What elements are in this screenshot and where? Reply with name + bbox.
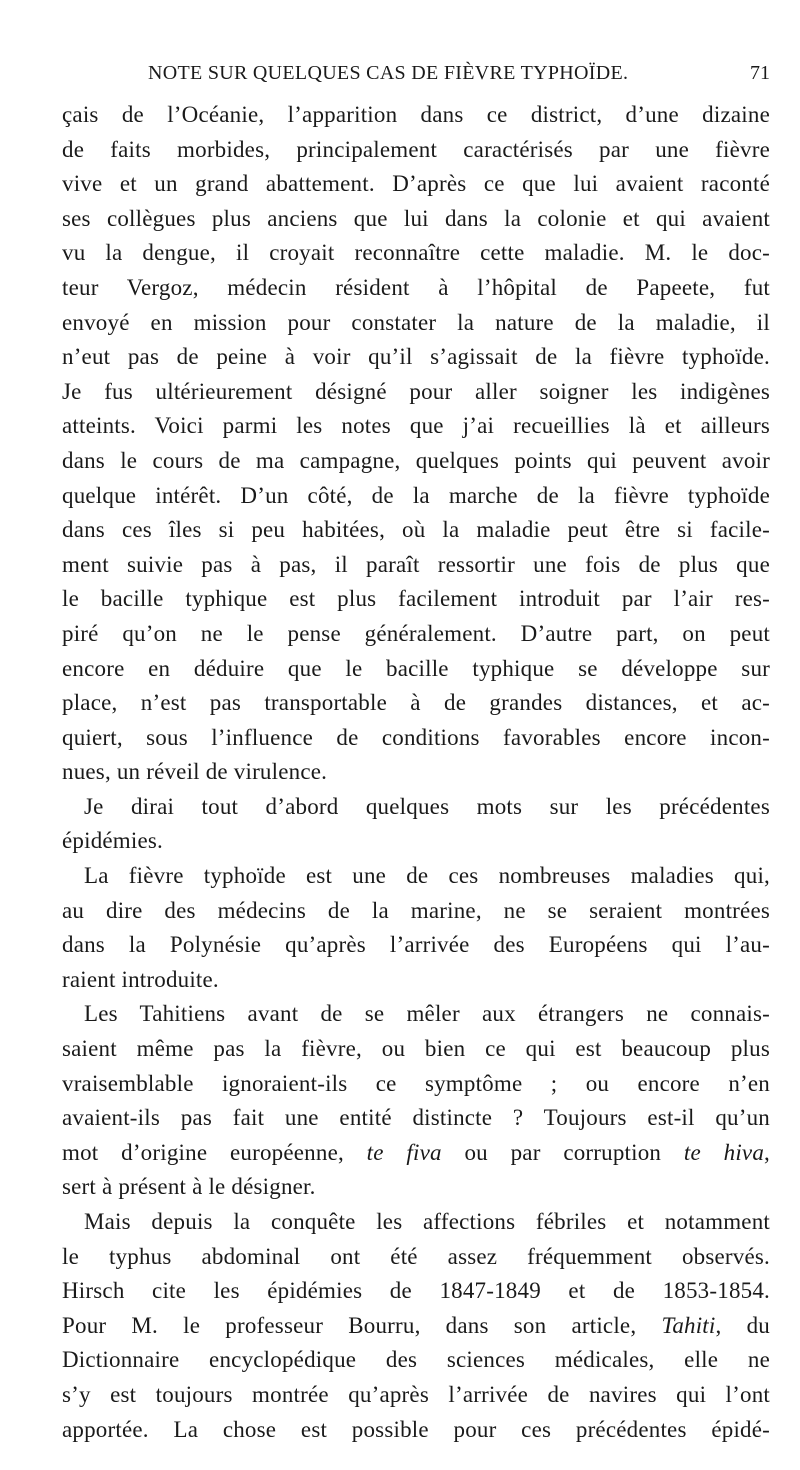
- text-line: teur Vergoz, médecin résident à l’hôpital de Papeete, fut: [62, 274, 770, 300]
- text-line: vraisemblable ignoraient-ils ce symptôme ; ou encore n’en: [62, 1070, 770, 1096]
- text-line: épidémies.: [62, 828, 163, 854]
- text-line: quiert, sous l’influence de conditions favorables encore incon-: [62, 724, 770, 750]
- text-line: atteints. Voici parmi les notes que j’ai recueillies là et ailleurs: [62, 413, 770, 439]
- paragraph: [62, 98, 770, 790]
- text-line: vive et un grand abattement. D’après ce que lui avaient raconté: [62, 171, 770, 197]
- text-line: encore en déduire que le bacille typhique se développe sur: [62, 655, 770, 681]
- running-title: NOTE SUR QUELQUES CAS DE FIÈVRE TYPHOÏDE.: [148, 62, 629, 84]
- paragraph: [62, 1205, 770, 1447]
- text-line: Mais depuis la conquête les affections fébriles et notamment: [84, 1209, 770, 1234]
- paragraph: [62, 997, 770, 1205]
- text-line: dans ces îles si peu habitées, où la maladie peut être si facile-: [62, 517, 770, 543]
- text-line: çais de l’Océanie, l’apparition dans ce district, d’une dizaine: [62, 102, 770, 127]
- text-line-with-italics: mot d’origine européenne, te fiva ou par corruption te hiva,: [62, 1139, 770, 1165]
- text-line: le bacille typhique est plus facilement introduit par l’air res-: [62, 586, 770, 612]
- text-line: de faits morbides, principalement caractérisés par une fièvre: [62, 136, 770, 162]
- text-line: Les Tahitiens avant de se mêler aux étrangers ne connais-: [84, 1001, 770, 1027]
- text-line: n’eut pas de peine à voir qu’il s’agissait de la fièvre typhoïde.: [62, 344, 770, 370]
- text-line: envoyé en mission pour constater la nature de la maladie, il: [62, 309, 770, 335]
- text-line: dans le cours de ma campagne, quelques points qui peuvent avoir: [62, 447, 770, 473]
- text-line: le typhus abdominal ont été assez fréquemment observés.: [62, 1243, 770, 1269]
- text-line: vu la dengue, il croyait reconnaître cette maladie. M. le doc-: [62, 240, 770, 266]
- body-text: [62, 98, 770, 1447]
- text-line: avaient-ils pas fait une entité distincte ? Toujours est-il qu’un: [62, 1105, 770, 1131]
- text-line: ses collègues plus anciens que lui dans la colonie et qui avaient: [62, 205, 770, 231]
- text-line: La fièvre typhoïde est une de ces nombreuses maladies qui,: [84, 863, 770, 889]
- text-line: quelque intérêt. D’un côté, de la marche de la fièvre typhoïde: [62, 482, 770, 508]
- text-line: Hirsch cite les épidémies de 1847-1849 et de 1853-1854.: [62, 1278, 770, 1304]
- text-line: dans la Polynésie qu’après l’arrivée des Européens qui l’au-: [62, 932, 770, 958]
- text-line: apportée. La chose est possible pour ces précédentes épidé-: [62, 1416, 770, 1442]
- page-number: 71: [750, 62, 770, 84]
- text-line: Je dirai tout d’abord quelques mots sur les précédentes: [84, 793, 770, 819]
- text-line: piré qu’on ne le pense généralement. D’autre part, on peut: [62, 620, 770, 646]
- text-line: au dire des médecins de la marine, ne se seraient montrées: [62, 897, 770, 923]
- page-header: [62, 58, 770, 94]
- text-line: raient introduite.: [62, 966, 219, 992]
- text-line: place, n’est pas transportable à de grandes distances, et ac-: [62, 690, 770, 716]
- text-line: s’y est toujours montrée qu’après l’arrivée de navires qui l’ont: [62, 1381, 770, 1407]
- text-line: Je fus ultérieurement désigné pour aller soigner les indigènes: [62, 378, 770, 404]
- text-line: nues, un réveil de virulence.: [62, 759, 328, 785]
- text-line: sert à présent à le désigner.: [62, 1174, 316, 1200]
- text-line: ment suivie pas à pas, il paraît ressortir une fois de plus que: [62, 551, 770, 577]
- text-line-with-italics: Pour M. le professeur Bourru, dans son article, Tahiti, du: [62, 1312, 770, 1338]
- text-line: saient même pas la fièvre, ou bien ce qui est beaucoup plus: [62, 1036, 770, 1062]
- text-line: Dictionnaire encyclopédique des sciences médicales, elle ne: [62, 1347, 770, 1373]
- paragraph: [62, 790, 770, 859]
- paragraph: [62, 859, 770, 997]
